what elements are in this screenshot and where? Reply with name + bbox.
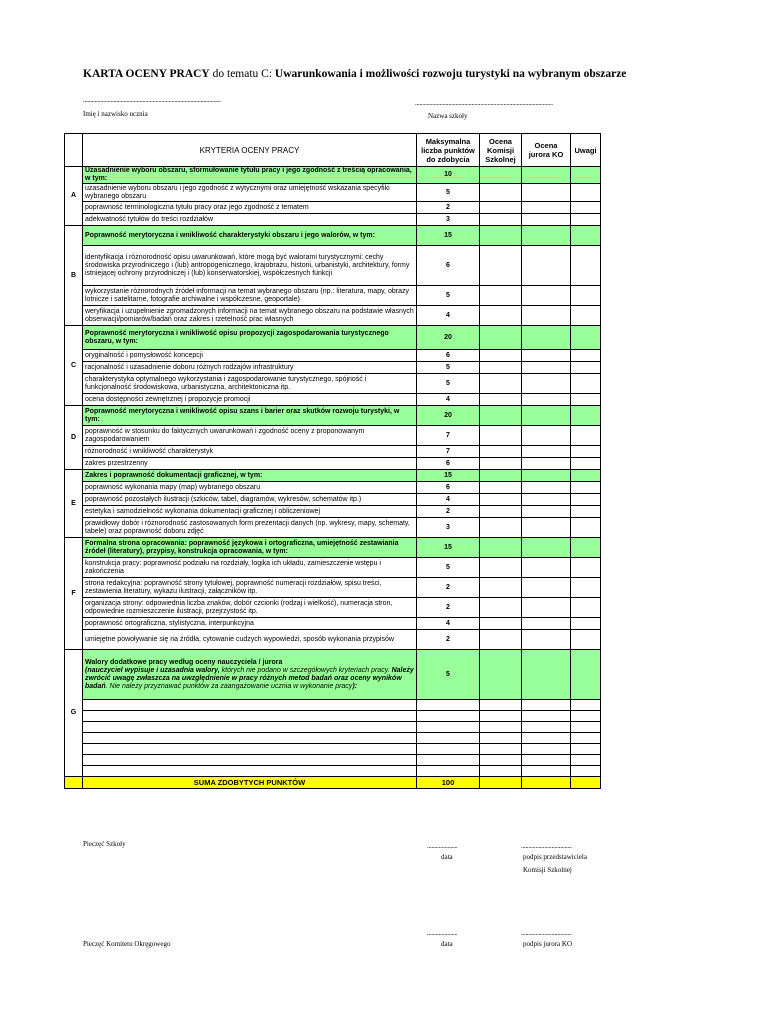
- extra-value-row: [65, 744, 601, 755]
- max-points-cell: 6: [417, 246, 480, 286]
- criterion-row: [65, 618, 601, 630]
- school-committee-score-cell[interactable]: [480, 374, 522, 394]
- criterion-text: uzasadnienie wyboru obszaru i jego zgodność z wytycznymi oraz umiejętność wskazania specyfiki wybranego obszaru: [83, 184, 417, 202]
- notes-cell[interactable]: [571, 306, 601, 326]
- jury-score-cell[interactable]: [522, 630, 571, 650]
- jury-score-cell[interactable]: [522, 286, 571, 306]
- criterion-row: [65, 394, 601, 406]
- criterion-text: poprawność w stosunku do faktycznych uwarunkowań i zgodność oceny z proponowanym zagospodarowaniem: [83, 426, 417, 446]
- max-points-cell: 3: [417, 214, 480, 226]
- notes-cell[interactable]: [571, 733, 601, 744]
- section-letter: C: [65, 326, 83, 406]
- max-points-cell: [417, 700, 480, 711]
- school-committee-score-cell[interactable]: [480, 494, 522, 506]
- school-committee-score-cell[interactable]: [480, 326, 522, 350]
- criterion-row: [65, 558, 601, 578]
- header-jury-ko: Ocena jurora KO: [522, 134, 571, 167]
- notes-cell[interactable]: [571, 202, 601, 214]
- max-points-cell: 4: [417, 394, 480, 406]
- max-points-cell: 5: [417, 650, 480, 700]
- header-school-committee: Ocena Komisji Szkolnej: [480, 134, 522, 167]
- date-line-1[interactable]: .....................: [427, 842, 458, 850]
- signature-line-1[interactable]: ...................................: [521, 842, 572, 850]
- jury-score-cell[interactable]: [522, 184, 571, 202]
- criterion-row: [65, 458, 601, 470]
- date-label-1: data: [441, 853, 453, 861]
- notes-cell[interactable]: [571, 286, 601, 306]
- criterion-row: [65, 506, 601, 518]
- school-committee-score-cell[interactable]: [480, 446, 522, 458]
- sum-max-points: 100: [417, 777, 480, 789]
- jury-score-cell[interactable]: [522, 558, 571, 578]
- jury-score-cell[interactable]: [522, 650, 571, 700]
- section-letter: A: [65, 167, 83, 226]
- criterion-text: identyfikacja i różnorodność opisu uwarunkowań, które mogą być walorami turystycznymi: cechy środowiska przyrodniczego i (lub) antropogenicznego, krajobrazu, historii, urbanistyki, architektury, formy istniejącej ochrony przyrodniczej i (lub) konserwatorskiej, współczesnych funkcji: [83, 246, 417, 286]
- criterion-text: różnorodność i wnikliwość charakterystyk: [83, 446, 417, 458]
- extra-value-row: [65, 755, 601, 766]
- max-points-cell: 10: [417, 167, 480, 184]
- header-max-points: Maksymalna liczba punktów do zdobycia: [417, 134, 480, 167]
- section-header-row: [65, 406, 601, 426]
- notes-cell[interactable]: [571, 458, 601, 470]
- section-header-row: [65, 167, 601, 184]
- criterion-text: Uzasadnienie wyboru obszaru, sformułowanie tytułu pracy i jego zgodność z treścią opracowania, w tym:: [83, 167, 417, 184]
- jury-score-cell[interactable]: [522, 755, 571, 766]
- criterion-row: [65, 446, 601, 458]
- section-g-desc-5: ):: [352, 682, 357, 690]
- max-points-cell: 4: [417, 494, 480, 506]
- criterion-row: [65, 306, 601, 326]
- criterion-row: [65, 630, 601, 650]
- criterion-text: Zakres i poprawność dokumentacji graficznej, w tym:: [83, 470, 417, 482]
- sum-letter-cell: [65, 777, 83, 789]
- sum-notes-cell[interactable]: [571, 777, 601, 789]
- sum-label: SUMA ZDOBYTYCH PUNKTÓW: [83, 777, 417, 789]
- school-committee-score-cell[interactable]: [480, 766, 522, 777]
- section-header-row: [65, 538, 601, 558]
- criterion-text: Poprawność merytoryczna i wnikliwość opisu szans i barier oraz skutków rozwoju turystyki, w tym:: [83, 406, 417, 426]
- school-committee-score-cell[interactable]: [480, 578, 522, 598]
- school-committee-score-cell[interactable]: [480, 722, 522, 733]
- criterion-text: strona redakcyjna: poprawność strony tytułowej, poprawność numeracji rozdziałów, spisu treści, zestawienia literatury, wykazu ilustracji, załączników itp.: [83, 578, 417, 598]
- max-points-cell: 6: [417, 350, 480, 362]
- max-points-cell: 6: [417, 458, 480, 470]
- criterion-row: [65, 184, 601, 202]
- signature-line-2[interactable]: ...................................: [521, 929, 572, 937]
- extra-value-row: [65, 700, 601, 711]
- sum-school-committee-cell[interactable]: [480, 777, 522, 789]
- page-title: [83, 68, 733, 80]
- max-points-cell: [417, 755, 480, 766]
- notes-cell[interactable]: [571, 446, 601, 458]
- notes-cell[interactable]: [571, 650, 601, 700]
- criterion-text: estetyka i samodzielność wykonania dokumentacji graficznej i obliczeniowej: [83, 506, 417, 518]
- notes-cell[interactable]: [571, 374, 601, 394]
- notes-cell[interactable]: [571, 538, 601, 558]
- notes-cell[interactable]: [571, 184, 601, 202]
- jury-score-cell[interactable]: [522, 202, 571, 214]
- school-committee-score-cell[interactable]: [480, 630, 522, 650]
- jury-score-cell[interactable]: [522, 374, 571, 394]
- max-points-cell: [417, 766, 480, 777]
- date-label-2: data: [441, 940, 453, 948]
- max-points-cell: 3: [417, 518, 480, 538]
- max-points-cell: 5: [417, 362, 480, 374]
- notes-cell[interactable]: [571, 598, 601, 618]
- jury-score-cell[interactable]: [522, 226, 571, 246]
- max-points-cell: 2: [417, 202, 480, 214]
- extra-value-input[interactable]: [83, 766, 417, 777]
- criterion-row: [65, 494, 601, 506]
- jury-score-cell[interactable]: [522, 350, 571, 362]
- school-stamp-label: Pieczęć Szkoły: [83, 840, 126, 848]
- school-committee-score-cell[interactable]: [480, 246, 522, 286]
- max-points-cell: 2: [417, 578, 480, 598]
- criterion-row: [65, 482, 601, 494]
- notes-cell[interactable]: [571, 722, 601, 733]
- section-letter: F: [65, 538, 83, 650]
- criterion-text: Poprawność merytoryczna i wnikliwość charakterystyki obszaru i jego walorów, w tym:: [83, 226, 417, 246]
- jury-score-cell[interactable]: [522, 394, 571, 406]
- notes-cell[interactable]: [571, 618, 601, 630]
- school-committee-score-cell[interactable]: [480, 755, 522, 766]
- extra-value-input[interactable]: [83, 744, 417, 755]
- school-committee-score-cell[interactable]: [480, 214, 522, 226]
- criterion-text: racjonalność i uzasadnienie doboru różnych rodzajów infrastruktury: [83, 362, 417, 374]
- school-committee-score-cell[interactable]: [480, 306, 522, 326]
- notes-cell[interactable]: [571, 167, 601, 184]
- criterion-text: Formalna strona opracowania: poprawność językowa i ortograficzna, umiejętność zestawiania źródeł (literatury), przypisy, konstrukcja opracowania, w tym:: [83, 538, 417, 558]
- criterion-text: poprawność wykonania mapy (map) wybranego obszaru: [83, 482, 417, 494]
- jury-score-cell[interactable]: [522, 446, 571, 458]
- jury-score-cell[interactable]: [522, 406, 571, 426]
- max-points-cell: 7: [417, 426, 480, 446]
- title-subject: Uwarunkowania i możliwości rozwoju turystyki na wybranym obszarze: [274, 68, 627, 80]
- title-topic: tematu C: [227, 68, 269, 80]
- jury-score-cell[interactable]: [522, 598, 571, 618]
- criterion-text: poprawność ortograficzna, stylistyczna, interpunkcyjna: [83, 618, 417, 630]
- section-g-desc-1: (nauczyciel wypisuje i uzasadnia walory,: [85, 666, 220, 674]
- school-committee-score-cell[interactable]: [480, 518, 522, 538]
- notes-cell[interactable]: [571, 711, 601, 722]
- jury-score-cell[interactable]: [522, 426, 571, 446]
- title-colon: :: [268, 68, 275, 80]
- notes-cell[interactable]: [571, 700, 601, 711]
- max-points-cell: 4: [417, 306, 480, 326]
- student-name-line[interactable]: ...............................................................................................: [83, 96, 221, 104]
- school-committee-score-cell[interactable]: [480, 167, 522, 184]
- sum-row: [65, 777, 601, 789]
- max-points-cell: 5: [417, 558, 480, 578]
- section-g-desc-4: . Nie należy przyznawać punktów za zaangażowanie ucznia w wykonanie pracy: [105, 682, 353, 690]
- jury-score-cell[interactable]: [522, 482, 571, 494]
- criterion-row: [65, 426, 601, 446]
- school-committee-score-cell[interactable]: [480, 362, 522, 374]
- criterion-row: [65, 350, 601, 362]
- school-name-label: Nazwa szkoły: [428, 112, 468, 120]
- notes-cell[interactable]: [571, 494, 601, 506]
- table-header-row: [65, 134, 601, 167]
- criterion-row: [65, 246, 601, 286]
- school-committee-score-cell[interactable]: [480, 618, 522, 630]
- district-stamp-label: Pieczęć Komitetu Okręgowego: [83, 940, 171, 948]
- criterion-text: adekwatność tytułów do treści rozdziałów: [83, 214, 417, 226]
- header-letter-cell: [65, 134, 83, 167]
- criterion-text: oryginalność i pomysłowość koncepcji: [83, 350, 417, 362]
- header-notes: Uwagi: [571, 134, 601, 167]
- criterion-row: [65, 362, 601, 374]
- jury-score-cell[interactable]: [522, 458, 571, 470]
- jury-score-cell[interactable]: [522, 306, 571, 326]
- notes-cell[interactable]: [571, 470, 601, 482]
- notes-cell[interactable]: [571, 518, 601, 538]
- criterion-row: [65, 214, 601, 226]
- criterion-text: charakterystyka optymalnego wykorzystania i zagospodarowanie turystycznego, spójność i funkcjonalność środowiskowa, urbanistyczna, architektoniczna itp.: [83, 374, 417, 394]
- notes-cell[interactable]: [571, 406, 601, 426]
- jury-score-cell[interactable]: [522, 618, 571, 630]
- jury-score-cell[interactable]: [522, 167, 571, 184]
- jury-score-cell[interactable]: [522, 494, 571, 506]
- criterion-text: umiejętne powoływanie się na źródła, cytowanie cudzych wypowiedzi, sposób wykonania przypisów: [83, 630, 417, 650]
- section-g-header-row: [65, 650, 601, 700]
- max-points-cell: 7: [417, 446, 480, 458]
- max-points-cell: 2: [417, 506, 480, 518]
- extra-value-input[interactable]: [83, 722, 417, 733]
- section-header-row: [65, 326, 601, 350]
- notes-cell[interactable]: [571, 426, 601, 446]
- criterion-row: [65, 518, 601, 538]
- criterion-text: poprawność pozostałych ilustracji (szkiców, tabel, diagramów, wykresów, schematów itp.): [83, 494, 417, 506]
- school-committee-score-cell[interactable]: [480, 482, 522, 494]
- signature-label-2: Komisji Szkolnej: [523, 866, 572, 874]
- max-points-cell: 5: [417, 374, 480, 394]
- section-g-desc-3: Należy zwrócić uwagę zwłaszcza na uwzględnienie w pracy różnych metod badań oraz oceny wyników badań: [85, 666, 414, 690]
- max-points-cell: 5: [417, 184, 480, 202]
- section-g-description: [83, 650, 417, 700]
- school-committee-score-cell[interactable]: [480, 184, 522, 202]
- sum-jury-cell[interactable]: [522, 777, 571, 789]
- jury-score-cell[interactable]: [522, 506, 571, 518]
- jury-score-cell[interactable]: [522, 470, 571, 482]
- extra-value-row: [65, 711, 601, 722]
- max-points-cell: 15: [417, 226, 480, 246]
- title-main: KARTA OCENY PRACY: [83, 68, 210, 80]
- section-letter: D: [65, 406, 83, 470]
- section-header-row: [65, 226, 601, 246]
- max-points-cell: 20: [417, 326, 480, 350]
- notes-cell[interactable]: [571, 246, 601, 286]
- criterion-text: weryfikacja i uzupełnienie zgromadzonych informacji na temat wybranego obszaru na podstawie własnych obserwacji/pomiarów/badań oraz zakres i rzetelność prac własnych: [83, 306, 417, 326]
- criterion-row: [65, 286, 601, 306]
- school-committee-score-cell[interactable]: [480, 733, 522, 744]
- jury-score-cell[interactable]: [522, 326, 571, 350]
- criterion-text: prawidłowy dobór i różnorodność zastosowanych form prezentacji danych (np. wykresy, mapy, schematy, tabele) oraz poprawność doboru zdjęć: [83, 518, 417, 538]
- max-points-cell: 15: [417, 470, 480, 482]
- max-points-cell: 4: [417, 618, 480, 630]
- notes-cell[interactable]: [571, 394, 601, 406]
- notes-cell[interactable]: [571, 350, 601, 362]
- school-committee-score-cell[interactable]: [480, 506, 522, 518]
- school-committee-score-cell[interactable]: [480, 650, 522, 700]
- jury-score-cell[interactable]: [522, 744, 571, 755]
- section-g-desc-2: których nie podano w szczegółowych kryteriach pracy.: [219, 666, 392, 674]
- school-committee-score-cell[interactable]: [480, 558, 522, 578]
- notes-cell[interactable]: [571, 766, 601, 777]
- extra-value-input[interactable]: [83, 755, 417, 766]
- max-points-cell: [417, 722, 480, 733]
- school-committee-score-cell[interactable]: [480, 226, 522, 246]
- section-header-row: [65, 470, 601, 482]
- notes-cell[interactable]: [571, 744, 601, 755]
- school-committee-score-cell[interactable]: [480, 286, 522, 306]
- criterion-text: organizacja strony: odpowiednia liczba znaków, dobór czcionki (rodzaj i wielkość), numeracja stron, odpowiednie rozmieszczenie ilustracji, przejrzystość itp.: [83, 598, 417, 618]
- criterion-row: [65, 202, 601, 214]
- criterion-text: wykorzystanie różnorodnych źródeł informacji na temat wybranego obszaru (np.: literatura, mapy, obrazy lotnicze i satelitarne, fotografie archiwalne i współczesne, geoportale): [83, 286, 417, 306]
- section-letter: B: [65, 226, 83, 326]
- school-committee-score-cell[interactable]: [480, 598, 522, 618]
- extra-value-row: [65, 733, 601, 744]
- criterion-text: zakres przestrzenny: [83, 458, 417, 470]
- criterion-row: [65, 598, 601, 618]
- notes-cell[interactable]: [571, 326, 601, 350]
- jury-score-cell[interactable]: [522, 246, 571, 286]
- jury-score-cell[interactable]: [522, 722, 571, 733]
- school-committee-score-cell[interactable]: [480, 458, 522, 470]
- school-committee-score-cell[interactable]: [480, 394, 522, 406]
- section-g-title: Walory dodatkowe pracy według oceny nauczyciela / jurora: [85, 658, 283, 666]
- notes-cell[interactable]: [571, 214, 601, 226]
- max-points-cell: [417, 744, 480, 755]
- jury-score-cell[interactable]: [522, 578, 571, 598]
- extra-value-row: [65, 766, 601, 777]
- notes-cell[interactable]: [571, 362, 601, 374]
- jury-score-cell[interactable]: [522, 538, 571, 558]
- notes-cell[interactable]: [571, 630, 601, 650]
- school-committee-score-cell[interactable]: [480, 470, 522, 482]
- extra-value-row: [65, 722, 601, 733]
- max-points-cell: 20: [417, 406, 480, 426]
- max-points-cell: 2: [417, 598, 480, 618]
- section-letter: E: [65, 470, 83, 538]
- max-points-cell: 2: [417, 630, 480, 650]
- jury-score-cell[interactable]: [522, 711, 571, 722]
- criterion-row: [65, 578, 601, 598]
- max-points-cell: 15: [417, 538, 480, 558]
- evaluation-table: [64, 133, 601, 789]
- school-committee-score-cell[interactable]: [480, 538, 522, 558]
- notes-cell[interactable]: [571, 226, 601, 246]
- school-name-line[interactable]: ...............................................................................................: [415, 99, 553, 107]
- school-committee-score-cell[interactable]: [480, 350, 522, 362]
- school-committee-score-cell[interactable]: [480, 426, 522, 446]
- student-name-label: Imię i nazwisko ucznia: [83, 110, 148, 118]
- criterion-text: konstrukcja pracy: poprawność podziału na rozdziały, logika ich układu, zamieszczenie wstępu i zakończenia: [83, 558, 417, 578]
- jury-score-cell[interactable]: [522, 733, 571, 744]
- date-line-2[interactable]: .....................: [427, 929, 458, 937]
- jury-score-cell[interactable]: [522, 518, 571, 538]
- school-committee-score-cell[interactable]: [480, 744, 522, 755]
- criterion-text: Poprawność merytoryczna i wnikliwość opisu propozycji zagospodarowania turystycznego obszaru, w tym:: [83, 326, 417, 350]
- criterion-row: [65, 374, 601, 394]
- criterion-text: poprawność terminologiczna tytułu pracy oraz jego zgodność z tematem: [83, 202, 417, 214]
- title-connector: do: [209, 68, 227, 80]
- school-committee-score-cell[interactable]: [480, 202, 522, 214]
- header-criteria: KRYTERIA OCENY PRACY: [83, 134, 417, 167]
- extra-value-input[interactable]: [83, 711, 417, 722]
- extra-value-input[interactable]: [83, 733, 417, 744]
- school-committee-score-cell[interactable]: [480, 406, 522, 426]
- criterion-text: ocena dostępności zewnętrznej i propozycje promocji: [83, 394, 417, 406]
- max-points-cell: 5: [417, 286, 480, 306]
- max-points-cell: 6: [417, 482, 480, 494]
- jury-score-cell[interactable]: [522, 766, 571, 777]
- notes-cell[interactable]: [571, 755, 601, 766]
- max-points-cell: [417, 711, 480, 722]
- notes-cell[interactable]: [571, 578, 601, 598]
- school-committee-score-cell[interactable]: [480, 700, 522, 711]
- max-points-cell: [417, 733, 480, 744]
- jury-score-cell[interactable]: [522, 362, 571, 374]
- school-committee-score-cell[interactable]: [480, 711, 522, 722]
- notes-cell[interactable]: [571, 506, 601, 518]
- notes-cell[interactable]: [571, 482, 601, 494]
- jury-signature-label: podpis jurora KO: [523, 940, 572, 948]
- jury-score-cell[interactable]: [522, 214, 571, 226]
- section-letter: G: [65, 650, 83, 777]
- notes-cell[interactable]: [571, 558, 601, 578]
- jury-score-cell[interactable]: [522, 700, 571, 711]
- signature-label-1: podpis przedstawiciela: [523, 853, 587, 861]
- extra-value-input[interactable]: [83, 700, 417, 711]
